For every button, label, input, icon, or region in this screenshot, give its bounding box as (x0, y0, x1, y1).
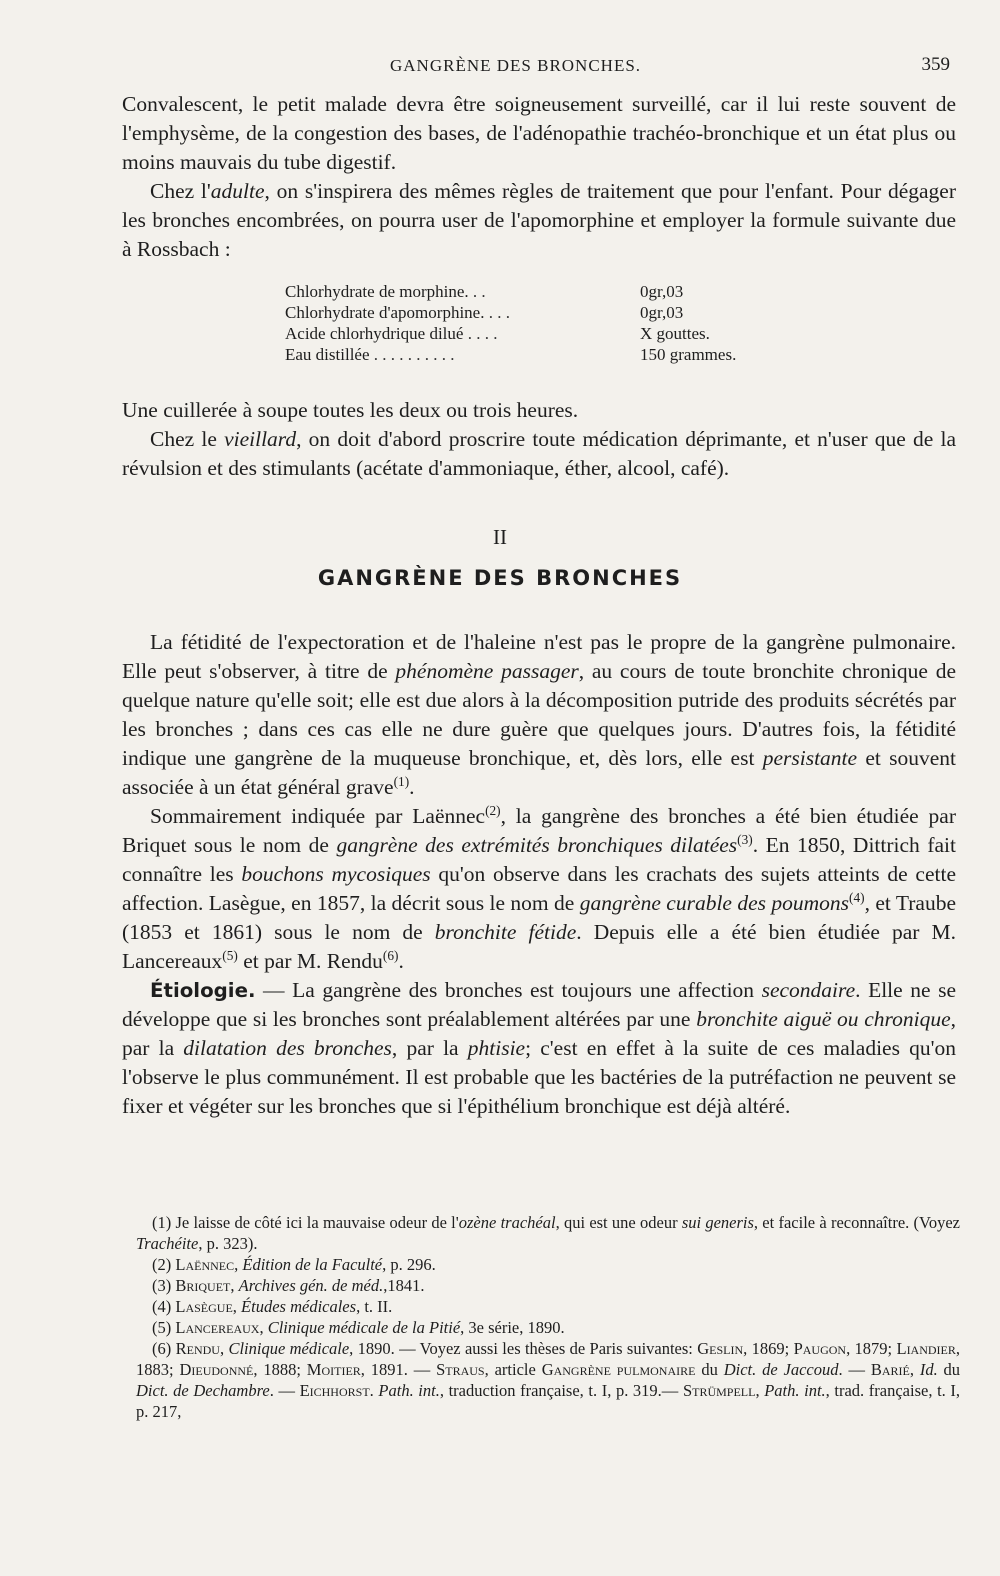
footnote-ref: (5) (222, 947, 238, 963)
paragraph-dosage: Une cuillerée à soupe toutes les deux ou trois heures. (122, 398, 579, 422)
running-title: GANGRÈNE DES BRONCHES. (390, 56, 642, 75)
prescription-formula (285, 282, 805, 366)
footnote-6: (6) Rendu, Clinique médicale, 1890. — Voyez aussi les thèses de Paris suivantes: Geslin, 1869; Paugon, 1879; Liandier, 1883; Dieudonné, 1888; Moitier, 1891. — Straus, article Gangrène pulmonaire du Dict. de Jaccoud. — Barié, Id. du Dict. de Dechambre. — Eichhorst. Path. int., traduction française, t. I, p. 319.— Strümpell, Path. int., trad. française, t. I, p. 217, (136, 1339, 961, 1421)
footnote-1: (1) Je laisse de côté ici la mauvaise odeur de l'ozène trachéal, qui est une odeur sui generis, et facile à reconnaître. (Voyez Trachéite, p. 323). (136, 1213, 960, 1253)
formula-row: Chlorhydrate d'apomorphine. . . . 0gr,03 (285, 303, 684, 322)
formula-row: Acide chlorhydrique dilué . . . . X gouttes. (285, 324, 710, 343)
paragraph-fetidite: La fétidité de l'expectoration et de l'haleine n'est pas le propre de la gangrène pulmonaire. Elle peut s'observer, à titre de phénomène passager, au cours de toute bronchite chronique de quelque nature qu'elle soit; elle est due alors à la décomposition putride des produits sécrétés par les bronches ; dans ces cas elle ne dure guère que quelques jours. D'autres fois, la fétidité indique une gangrène de la muqueuse bronchique, et, dès lors, elle est persistante et souvent associée à un état général grave$^{(1)}$. (122, 630, 956, 799)
after-formula-text (122, 396, 956, 483)
running-head (120, 56, 960, 84)
paragraph-convalescent: Convalescent, le petit malade devra être soigneusement surveillé, car il lui reste souvent de l'emphysème, de la congestion des bases, de l'adénopathie trachéo-bronchique et un état plus ou moins mauvais du tube digestif. (122, 92, 956, 174)
paragraph-historique: Sommairement indiquée par Laënnec$^{(2)}$, la gangrène des bronches a été bien étudiée par Briquet sous le nom de gangrène des extrémités bronchiques dilatées$^{(3)}$. En 1850, Dittrich fait connaître les bouchons mycosiques qu'on observe dans les crachats des sujets atteints de cette affection. Lasègue, en 1857, la décrit sous le nom de gangrène curable des poumons$^{(4)}$, et Traube (1853 et 1861) sous le nom de bronchite fétide. Depuis elle a été bien étudiée par M. Lancereaux$^{(5)}$ et par M. Rendu$^{(6)}$. (122, 802, 957, 973)
footnote-2: (2) Laënnec, Édition de la Faculté, p. 296. (152, 1255, 436, 1274)
footnote-ref: (3) (737, 831, 753, 847)
footnote-ref: (2) (485, 802, 501, 818)
page-number: 359 (921, 54, 950, 75)
gangrene-text (122, 628, 956, 1121)
paragraph-vieillard: Chez le vieillard, on doit d'abord proscrire toute médication déprimante, et n'user que de la révulsion et des stimulants (acétate d'ammoniaque, éther, alcool, café). (122, 427, 956, 480)
footnote-ref: (4) (849, 889, 865, 905)
footnote-ref: (6) (382, 947, 399, 963)
subsection-heading: Étiologie. (150, 979, 256, 1002)
footnote-4: (4) Lasègue, Études médicales, t. II. (152, 1297, 393, 1316)
paragraph-adulte: Chez l'adulte, on s'inspirera des mêmes règles de traitement que pour l'enfant. Pour dégager les bronches encombrées, on pourra user de l'apomorphine et employer la formule suivante due à Rossbach : (122, 179, 956, 261)
formula-row: Chlorhydrate de morphine. . . 0gr,03 (285, 282, 684, 301)
footnote-3: (3) Briquet, Archives gén. de méd.,1841. (152, 1276, 425, 1295)
footnote-5: (5) Lancereaux, Clinique médicale de la Pitié, 3e série, 1890. (152, 1318, 565, 1337)
paragraph-etiologie: Étiologie. — La gangrène des bronches est toujours une affection secondaire. Elle ne se développe que si les bronches sont préalablement altérées par une bronchite aiguë ou chronique, par la dilatation des bronches, par la phtisie; c'est en effet à la suite de ces maladies qu'on l'observe le plus communément. Il est probable que les bactéries de la putréfaction ne peuvent se fixer et végéter sur les bronches que si l'épithélium bronchique est déjà altéré. (122, 978, 956, 1118)
intro-text (122, 90, 956, 264)
section-number: II (493, 525, 507, 549)
footnote-ref: (1) (393, 773, 410, 789)
footnotes (136, 1212, 960, 1422)
formula-row: Eau distillée . . . . . . . . . . 150 grammes. (285, 345, 737, 364)
section-title: GANGRÈNE DES BRONCHES (317, 566, 683, 590)
